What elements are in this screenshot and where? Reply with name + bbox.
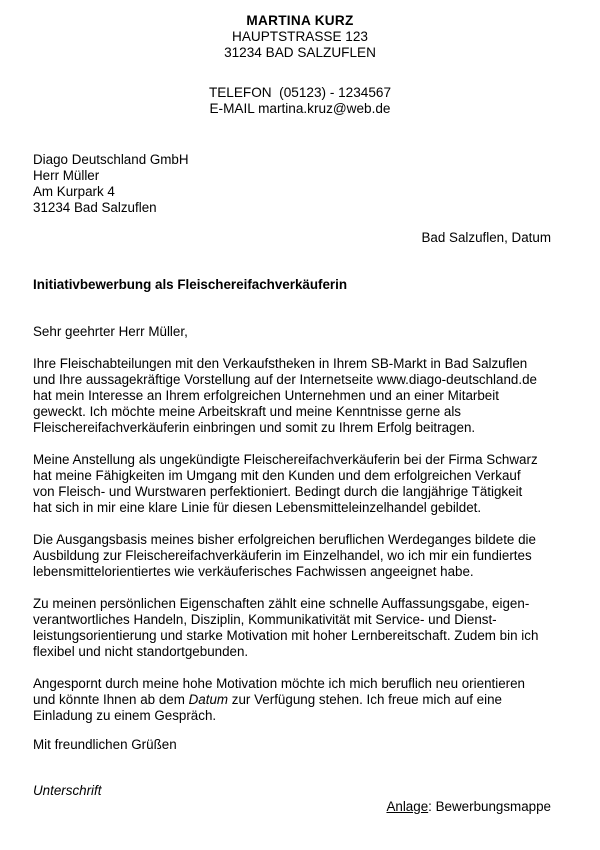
attachment-note [386,799,551,815]
paragraph-line: leistungsorientierung und starke Motivation mit hoher Lernbereitschaft. Zudem bin ich [33,628,539,643]
attachment-label: Anlage [386,799,429,814]
paragraph-3 [33,532,563,580]
paragraph-line: hat mein Interesse an Ihrem erfolgreichen Unternehmen und an einer Mitarbeit [33,388,499,403]
paragraph-line: Einladung zu einem Gespräch. [33,708,217,723]
sender-city: 31234 BAD SALZUFLEN [224,45,376,60]
sender-phone: TELEFON (05123) - 1234567 [208,85,392,100]
paragraph-line: Die Ausgangsbasis meines bisher erfolgreichen beruflichen Werdeganges bildete die [33,532,536,547]
salutation: Sehr geehrter Herr Müller, [33,324,188,339]
sender-street: HAUPTSTRASSE 123 [232,29,368,44]
paragraph-line: Fleischereifachverkäuferin einbringen und somit zu Ihrem Erfolg beitragen. [33,420,476,435]
recipient-street: Am Kurpark 4 [33,184,115,199]
paragraph-line: geweckt. Ich möchte meine Arbeitskraft und meine Kenntnisse gerne als [33,404,461,419]
signature-placeholder: Unterschrift [33,783,102,798]
subject-line: Initiativbewerbung als Fleischereifachverkäuferin [33,277,348,292]
paragraph-5 [33,676,563,724]
paragraph-1 [33,356,563,436]
sender-email: E-MAIL martina.kruz@web.de [209,101,391,116]
recipient-address [33,152,433,216]
recipient-company: Diago Deutschland GmbH [33,152,189,167]
closing-phrase: Mit freundlichen Grüßen [33,737,177,752]
place-date: Bad Salzuflen, Datum [421,230,551,245]
paragraph-line: Angespornt durch meine hohe Motivation möchte ich mich beruflich neu orientieren [33,676,526,691]
paragraph-line: Zu meinen persönlichen Eigenschaften zählt eine schnelle Auffassungsgabe, eigen- [33,596,530,611]
paragraph-line: von Fleisch- und Wurstwaren perfektioniert. Bedingt durch die langjährige Tätigkeit [33,484,523,499]
paragraph-line: lebensmittelorientiertes wie verkäuferisches Fachwissen angeeignet habe. [33,564,474,579]
recipient-city: 31234 Bad Salzuflen [33,200,157,215]
paragraph-line: hat meine Fähigkeiten im Umgang mit den Kunden und dem erfolgreichen Verkauf [33,468,521,483]
line-text: zur Verfügung stehen. Ich freue mich auf eine [228,692,502,707]
paragraph-4 [33,596,563,660]
paragraph-2 [33,452,563,516]
paragraph-line: und Ihre aussagekräftige Vorstellung auf der Internetseite www.diago-deutschland.de [33,372,537,387]
letter-body [33,324,563,724]
paragraph-line: flexibel und nicht standortgebunden. [33,644,249,659]
attachment-text: Bewerbungsmappe [435,799,551,814]
paragraph-line: verantwortliches Handeln, Disziplin, Kommunikativität mit Service- und Dienst- [33,612,497,627]
paragraph-line [33,692,563,708]
line-text: und könnte Ihnen ab dem [33,692,189,707]
paragraph-line: Ausbildung zur Fleischereifachverkäuferin im Einzelhandel, wo ich mir ein fundiertes [33,548,532,563]
sender-name: MARTINA KURZ [246,13,354,28]
attachment-separator: : [428,799,436,814]
recipient-contact: Herr Müller [33,168,100,183]
paragraph-line: Meine Anstellung als ungekündigte Fleischereifachverkäuferin bei der Firma Schwarz [33,452,538,467]
paragraph-line: Ihre Fleischabteilungen mit den Verkaufstheken in Ihrem SB-Markt in Bad Salzuflen [33,356,528,371]
date-placeholder: Datum [188,692,229,707]
letterhead [0,13,600,117]
paragraph-line: hat sich in mir eine klare Linie für diesen Lebensmitteleinzelhandel gebildet. [33,500,482,515]
